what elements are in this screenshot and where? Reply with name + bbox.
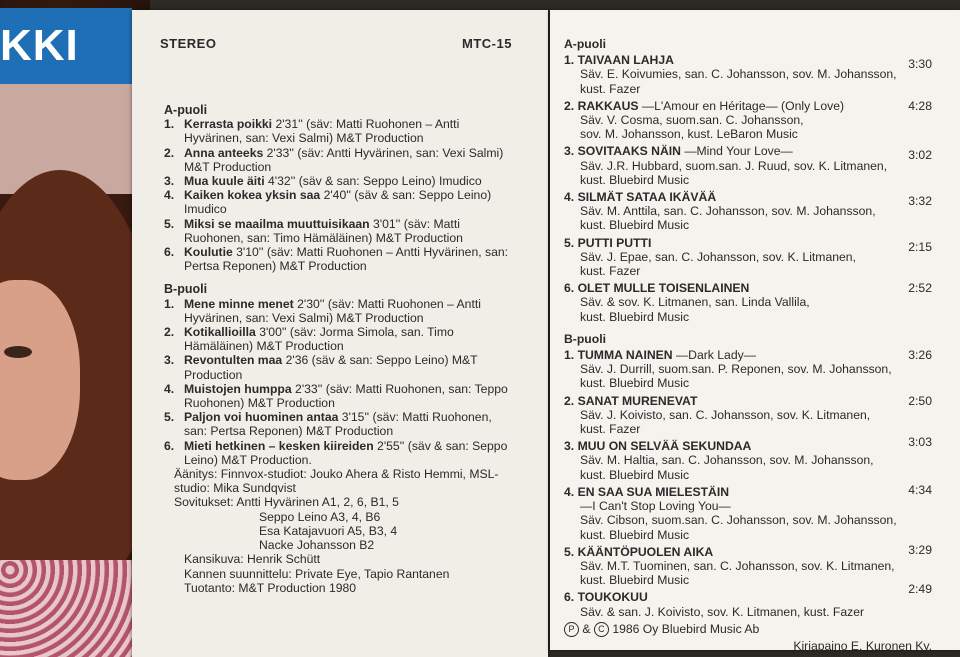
track-item: 6. OLET MULLE TOISENLAINEN 2:52 Säv. & sov. K. Litmanen, san. Linda Vallila, kust. Bluebird Music [564,281,932,324]
track-item: 1. TUMMA NAINEN —Dark Lady— 3:26 Säv. J. Durrill, suom.san. P. Reponen, sov. M. Johansson, kust. Bluebird Music [564,348,932,391]
track-duration: 2:49 [908,582,932,597]
track-duration: 2:50 [908,393,932,408]
inner-track-listing [164,103,514,595]
track-item: 4. Muistojen humppa 2'33'' (säv: Matti Ruohonen, san: Teppo Ruohonen) M&T Production [164,381,508,411]
cover-banner: KKI [0,8,132,84]
side-a-heading: A-puoli [164,103,208,117]
track-item: 2. Kotikallioilla 3'00'' (säv: Jorma Simola, san. Timo Hämäläinen) M&T Production [164,325,454,354]
side-a-heading: A-puoli [564,37,606,51]
track-item: 4. SILMÄT SATAA IKÄVÄÄ 3:32 Säv. M. Anttila, san. C. Johansson, sov. M. Johansson, kust. Bluebird Music [564,190,932,233]
recording-credits: Äänitys: Finnvox-studiot: Jouko Ahera & Risto Hemmi, MSL-studio: Mika Sundqvist [174,467,499,496]
track-duration: 3:26 [908,348,932,363]
track-duration: 3:29 [908,542,932,557]
track-item: 3. MUU ON SELVÄÄ SEKUNDAA 3:03 Säv. M. Haltia, san. C. Johansson, sov. M. Johansson, kust. Bluebird Music [564,435,932,482]
stereo-label: STEREO [160,36,217,51]
track-duration: 4:28 [908,98,932,113]
track-item: 6. Mieti hetkinen – kesken kiireiden 2'55'' (säv & san: Seppo Leino) M&T Production. [164,438,508,467]
track-duration: 4:34 [908,482,932,497]
track-item: 5. PUTTI PUTTI 2:15 Säv. J. Epae, san. C. Johansson, sov. K. Litmanen, kust. Fazer [564,235,932,279]
arrangement-line: Antti Hyvärinen A1, 2, 6, B1, 5 [236,495,399,510]
track-item: 3. SOVITAAKS NÄIN —Mind Your Love— 3:02 Säv. J.R. Hubbard, suom.san. J. Ruud, sov. K. Litmanen, kust. Bluebird Music [564,144,932,187]
cover-eye [4,346,32,358]
track-item: 1. Mene minne menet 2'30'' (säv: Matti Ruohonen – Antti Hyvärinen, san: Vexi Salmi) M&T Production [164,296,481,325]
copyright-line: P & C 1986 Oy Bluebird Music Ab [564,622,932,637]
side-b-heading: B-puoli [164,282,208,297]
track-duration: 3:30 [908,57,932,72]
track-duration: 3:03 [908,435,932,450]
inner-sleeve-panel [132,10,548,657]
track-duration: 2:52 [908,281,932,296]
arrangement-line: Seppo Leino A3, 4, B6 [259,509,381,524]
cover-photo-credit: Kansikuva: Henrik Schütt [184,552,321,567]
track-item: 4. Kaiken kokea yksin saa 2'40'' (säv & san: Seppo Leino) Imudico [164,188,492,217]
track-item: 2. RAKKAUS —L'Amour en Héritage— (Only Love) 4:28 Säv. V. Cosma, suom.san. C. Johansson, sov. M. Johansson, kust. LeBaron Music [564,98,932,142]
track-item: 5. KÄÄNTÖPUOLEN AIKA 3:29 Säv. M.T. Tuominen, san. C. Johansson, sov. K. Litmanen, kust. Bluebird Music [564,542,932,588]
track-item: 3. Revontulten maa 2'36 (säv & san: Seppo Leino) M&T Production [164,353,478,382]
track-duration: 2:15 [908,239,932,254]
track-item: 2. Anna anteeks 2'33'' (säv: Antti Hyvärinen, san: Vexi Salmi) M&T Production [164,145,504,174]
arrangement-credits [164,495,514,552]
copyright-icon: C [594,622,609,637]
track-duration: 3:02 [908,148,932,163]
track-item: 1. TAIVAAN LAHJA 3:30 Säv. E. Koivumies, san. C. Johansson, sov. M. Johansson, kust. Fazer [564,53,932,96]
side-a-track-list [164,117,514,273]
printer-credit: Kirjapaino E. Kuronen Ky. [793,639,932,653]
phonogram-icon: P [564,622,579,637]
side-b-heading: B-puoli [564,331,606,346]
track-item: 2. SANAT MURENEVAT 2:50 Säv. J. Koivisto, san. C. Johansson, sov. K. Litmanen, kust. Fazer [564,393,932,437]
copyright-text: 1986 Oy Bluebird Music Ab [612,621,760,636]
back-sleeve-panel [550,10,960,653]
track-item: 6. TOUKOKUU 2:49 Säv. & san. J. Koivisto, sov. K. Litmanen, kust. Fazer [564,582,932,619]
track-item: 4. EN SAA SUA MIELESTÄIN 4:34 —I Can't Stop Loving You— Säv. Cibson, suom.san. C. Johansson, sov. M. Johansson, kust. Bluebird Music [564,482,932,542]
track-item: 1. Kerrasta poikki 2'31'' (säv: Matti Ruohonen – Antti Hyvärinen, san: Vexi Salmi) M&T Production [164,117,460,146]
track-item: 3. Mua kuule äiti 4'32'' (säv & san: Seppo Leino) Imudico [164,174,482,189]
cover-photo [0,0,150,657]
track-item: 5. Miksi se maailma muuttuisikaan 3'01'' (säv: Matti Ruohonen, san: Timo Hämäläinen) M&T Production [164,216,463,245]
track-duration: 3:32 [908,194,932,209]
track-item: 5. Paljon voi huominen antaa 3'15'' (säv: Matti Ruohonen, san: Pertsa Reponen) M&T Production [164,410,492,439]
back-track-listing [564,37,932,653]
cover-design-credit: Kannen suunnittelu: Private Eye, Tapio Rantanen [184,566,450,581]
arrangement-line: Esa Katajavuori A5, B3, 4 [259,523,398,538]
arrangements-label: Sovitukset: [174,495,234,510]
cover-dress [0,560,150,657]
track-item: 6. Koulutie 3'10'' (säv: Matti Ruohonen – Antti Hyvärinen, san: Pertsa Reponen) M&T Production [164,245,509,274]
side-b-track-list [164,297,514,467]
arrangement-line: Nacke Johansson B2 [259,538,375,553]
production-credit: Tuotanto: M&T Production 1980 [184,580,357,595]
catalog-number: MTC-15 [462,36,512,51]
